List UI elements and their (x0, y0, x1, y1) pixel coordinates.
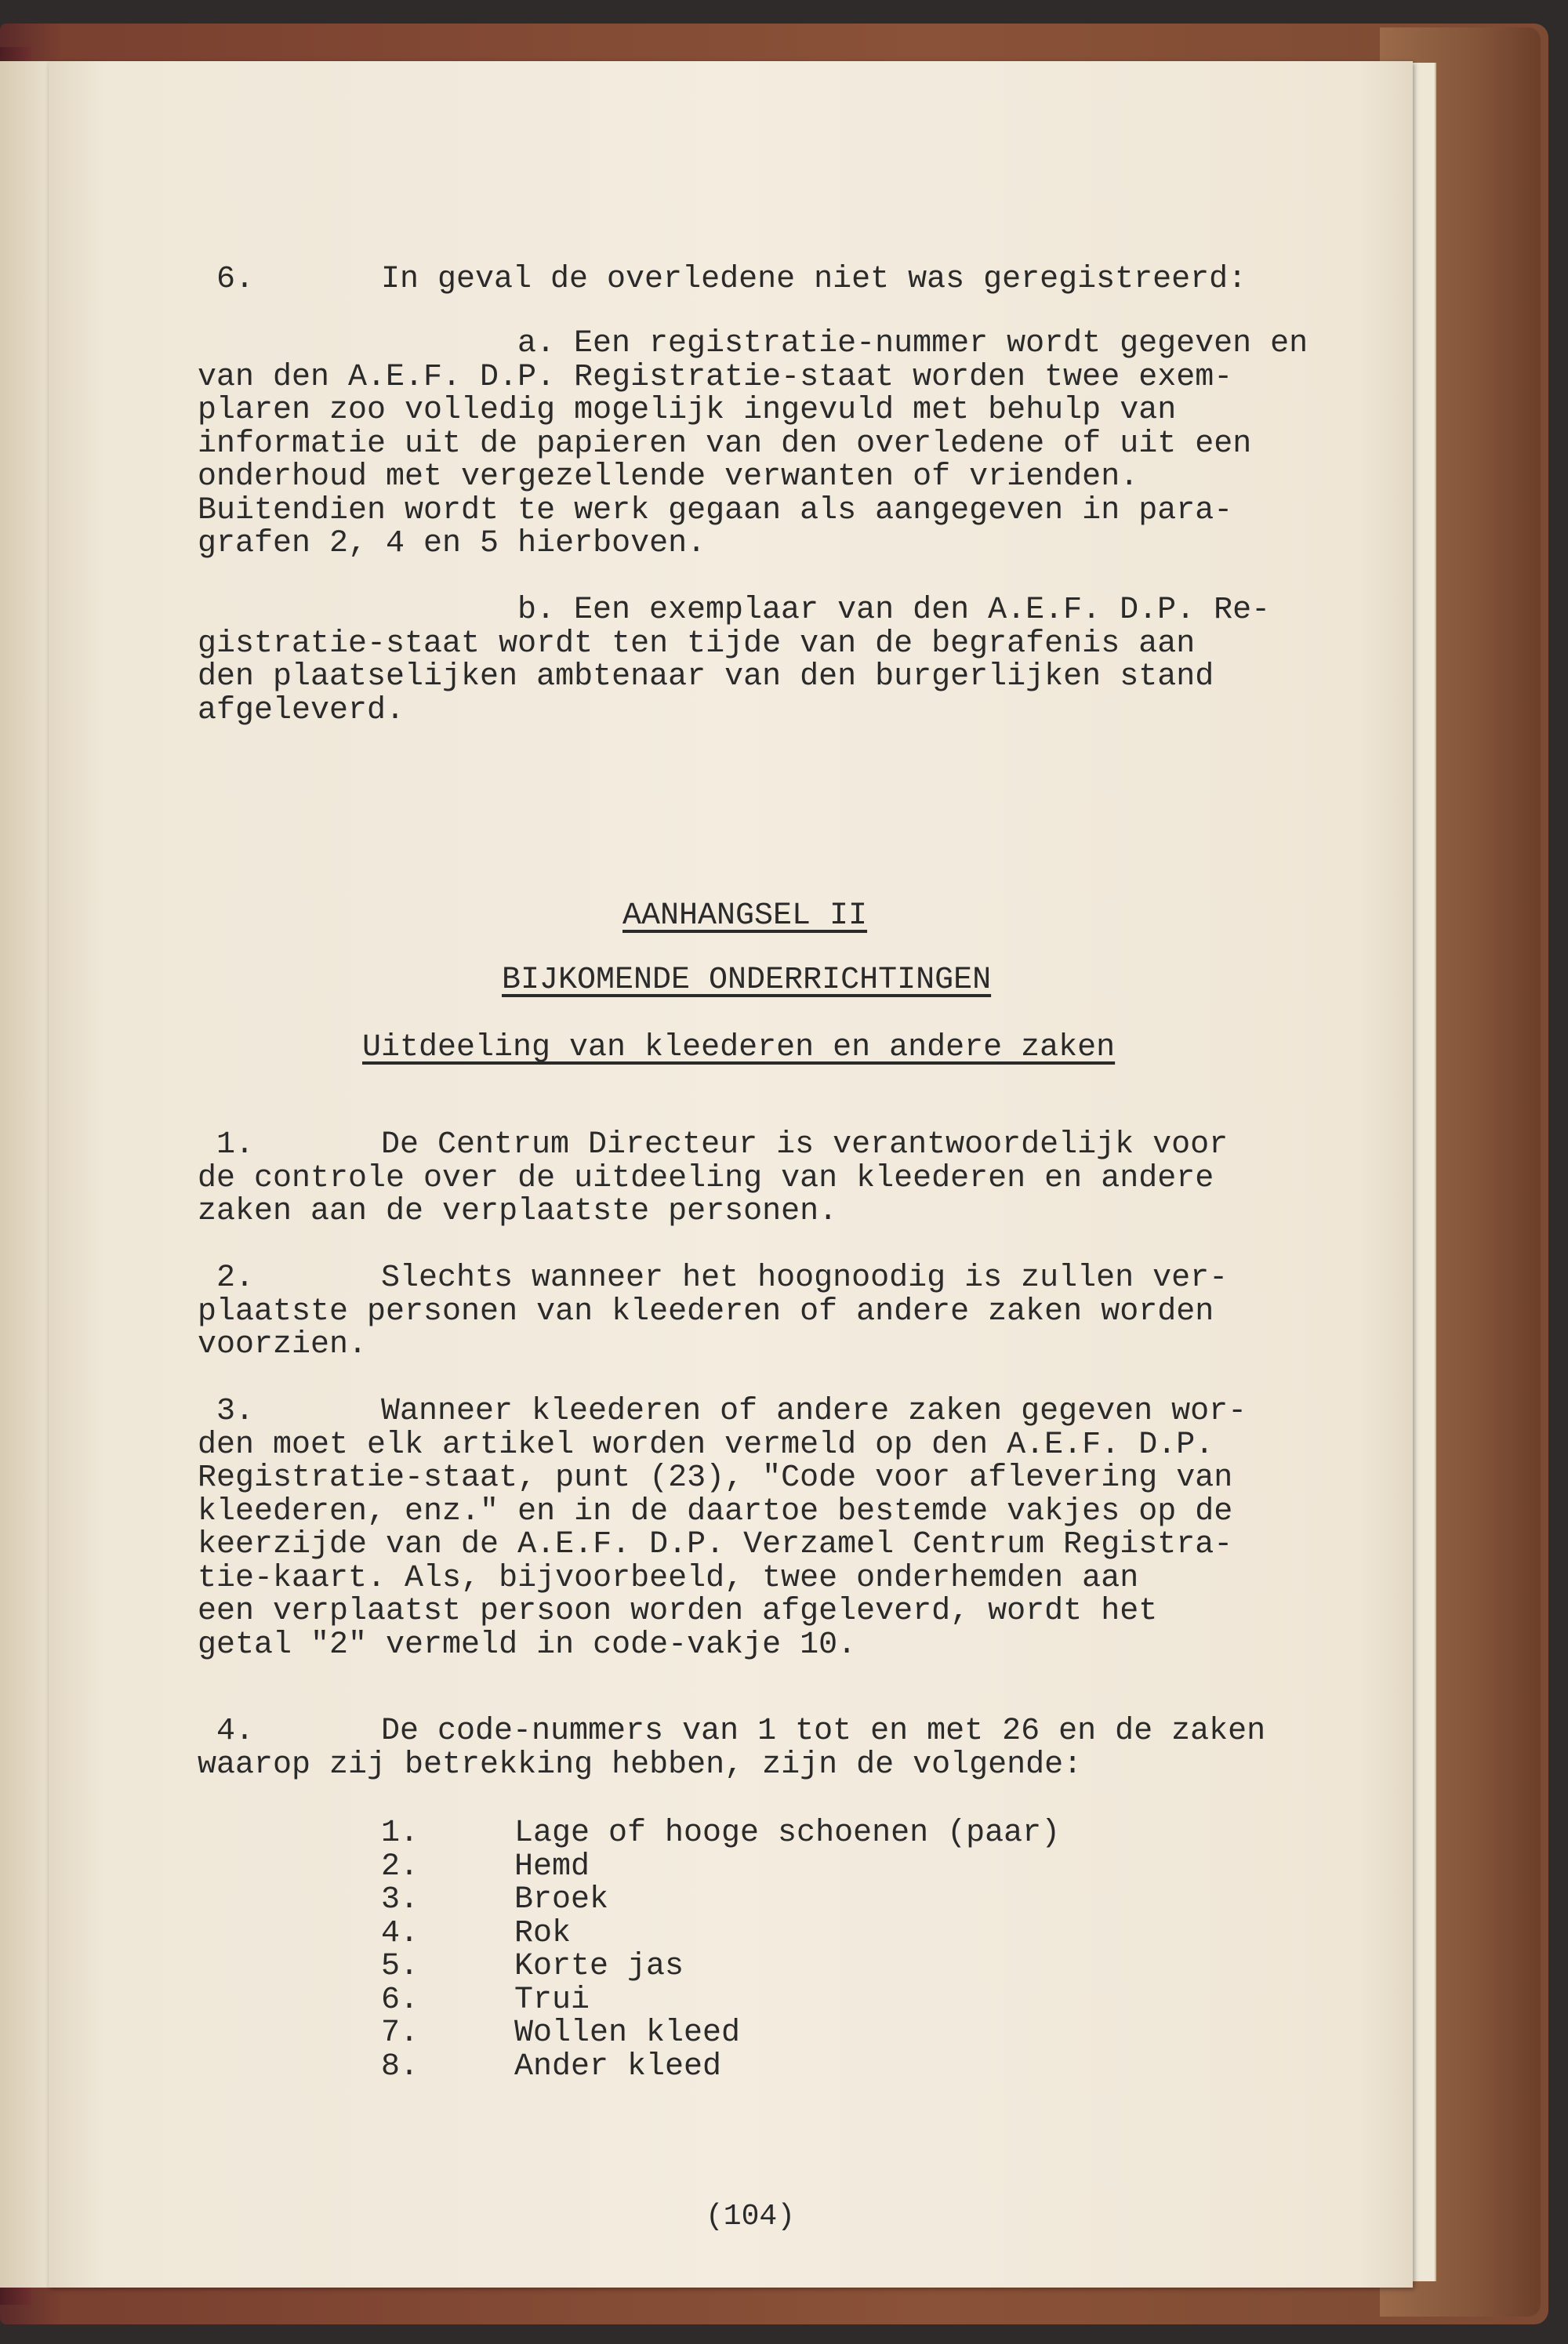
item-number: 2. (216, 1261, 255, 1296)
code-label: Lage of hooge schoenen (paar) (514, 1816, 1061, 1851)
code-label: Ander kleed (514, 2048, 722, 2085)
code-list (381, 1817, 1060, 2084)
item-text: De Centrum Directeur is verantwoordelijk voor de controle over de uitdeeling van kleederen en andere zaken aan de verplaatste personen. (198, 1127, 1229, 1229)
section-number: 6. (216, 262, 255, 297)
item-text: De code-nummers van 1 tot en met 26 en de zaken waarop zij betrekking hebben, zijn de volgende: (198, 1714, 1266, 1783)
appendix-subtitle: BIJKOMENDE ONDERRICHTINGEN (502, 963, 992, 998)
list-item (381, 1915, 1060, 1951)
code-number: 4. (381, 1915, 419, 1951)
code-label: Hemd (514, 1849, 590, 1885)
list-item (381, 1984, 1060, 2018)
code-number: 7. (381, 2016, 419, 2051)
paragraph-a: a. Een registratie-nummer wordt gegeven en van den A.E.F. D.P. Registratie-staat worden twee exem- plaren zoo volledig mogelijk ingevuld met behulp van informatie uit de papieren van den overledene of uit een onderhoud met vergezellende verwanten of vrienden. Buitendien wordt te werk gegaan als aangegeven in para- grafen 2, 4 en 5 hierboven. (198, 326, 1308, 561)
list-item (381, 1817, 1060, 1851)
item-text: Wanneer kleederen of andere zaken gegeven wor- den moet elk artikel worden vermeld op den A.E.F. D.P. Registratie-staat, punt (23), "Code voor aflevering van kleederen, enz." en in de daartoe bestemde vakjes op de keerzijde van de A.E.F. D.P. Verzamel Centrum Registra- tie-kaart. Als, bijvoorbeeld, twee onderhemden aan een verplaatst persoon worden afgeleverd, wordt het getal "2" vermeld in code-vakje 10. (198, 1394, 1247, 1663)
list-item (381, 2048, 1060, 2085)
code-number: 8. (381, 2048, 419, 2085)
code-number: 3. (381, 1882, 419, 1918)
code-number: 5. (381, 1949, 419, 1984)
facing-page-edge (0, 61, 49, 2288)
list-item (381, 1851, 1060, 1885)
code-label: Broek (514, 1882, 609, 1918)
item-number: 3. (216, 1394, 255, 1429)
code-number: 1. (381, 1816, 419, 1851)
section-intro: In geval de overledene niet was geregistreerd: (381, 262, 1247, 297)
code-label: Wollen kleed (514, 2016, 741, 2051)
code-number: 6. (381, 1982, 419, 2018)
document-page (49, 61, 1413, 2288)
appendix-title: AANHANGSEL II (622, 898, 868, 934)
item-text: Slechts wanneer het hoognoodig is zullen ver- plaatste personen van kleederen of andere zaken worden voorzien. (198, 1261, 1229, 1362)
paragraph-b: b. Een exemplaar van den A.E.F. D.P. Re- gistratie-staat wordt ten tijde van de begrafenis aan den plaatselijken ambtenaar van den burgerlijken stand afgeleverd. (198, 593, 1271, 728)
page-number: (104) (706, 2200, 796, 2233)
code-label: Korte jas (514, 1949, 684, 1984)
item-number: 4. (216, 1714, 255, 1749)
list-item (381, 1950, 1060, 1984)
code-number: 2. (381, 1849, 419, 1885)
code-label: Rok (514, 1915, 572, 1951)
item-number: 1. (216, 1127, 255, 1163)
code-label: Trui (514, 1982, 590, 2018)
list-item (381, 2017, 1060, 2051)
list-item (381, 1884, 1060, 1918)
section-title: Uitdeeling van kleederen en andere zaken (362, 1030, 1116, 1065)
